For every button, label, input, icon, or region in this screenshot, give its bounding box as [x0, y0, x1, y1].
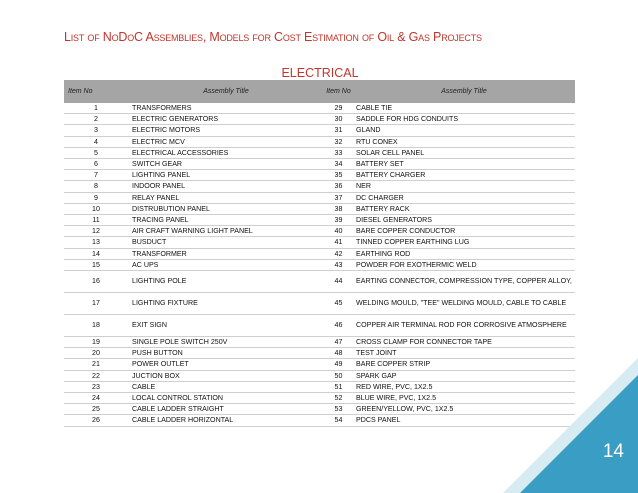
item-no-left-cell: 18 [64, 315, 128, 337]
item-no-right-cell: 50 [324, 370, 353, 381]
item-no-left-cell: 20 [64, 348, 128, 359]
item-no-right-cell: 31 [324, 125, 353, 136]
assembly-title-right-cell: EARTING CONNECTOR, COMPRESSION TYPE, COPPER ALLOY, [353, 271, 575, 293]
table-row [64, 315, 575, 337]
item-no-left-cell: 15 [64, 259, 128, 270]
item-no-right-cell: 36 [324, 181, 353, 192]
assembly-title-right-cell: BATTERY SET [353, 159, 575, 170]
item-no-right-cell: 34 [324, 159, 353, 170]
assembly-title-left-cell: ELECTRICAL ACCESSORIES [128, 147, 324, 158]
item-no-right-cell: 37 [324, 192, 353, 203]
section-title: ELECTRICAL [281, 66, 359, 80]
item-no-left-cell: 13 [64, 237, 128, 248]
table-row [64, 192, 575, 203]
item-no-right-cell: 45 [324, 293, 353, 315]
assembly-title-left-cell: JUCTION BOX [128, 370, 324, 381]
table-row [64, 237, 575, 248]
assembly-title-left-cell: ELECTRIC MOTORS [128, 125, 324, 136]
table-row [64, 359, 575, 370]
assembly-title-left-cell: CABLE LADDER HORIZONTAL [128, 415, 324, 426]
header-item-no-left: Item No [64, 80, 128, 103]
table-row [64, 348, 575, 359]
table-row [64, 271, 575, 293]
item-no-right-cell: 51 [324, 381, 353, 392]
header-item-no-right: Item No [324, 80, 353, 103]
item-no-right-cell: 42 [324, 248, 353, 259]
corner-decoration-blue [520, 375, 638, 493]
item-no-right-cell: 54 [324, 415, 353, 426]
assembly-title-right-cell: WELDING MOULD, "TEE" WELDING MOULD, CABLE TO CABLE [353, 293, 575, 315]
item-no-right-cell: 38 [324, 203, 353, 214]
page-number: 14 [602, 441, 624, 462]
item-no-left-cell: 4 [64, 136, 128, 147]
table-row [64, 125, 575, 136]
assembly-title-right-cell: GLAND [353, 125, 575, 136]
assembly-title-right-cell: CROSS CLAMP FOR CONNECTOR TAPE [353, 337, 575, 348]
assembly-title-left-cell: ELECTRIC GENERATORS [128, 114, 324, 125]
item-no-left-cell: 10 [64, 203, 128, 214]
item-no-right-cell: 53 [324, 404, 353, 415]
assembly-title-right-cell: BLUE WIRE, PVC, 1X2.5 [353, 393, 575, 404]
item-no-right-cell: 30 [324, 114, 353, 125]
assembly-title-right-cell: POWDER FOR EXOTHERMIC WELD [353, 259, 575, 270]
header-assembly-title-left: Assembly Title [128, 80, 324, 103]
item-no-left-cell: 17 [64, 293, 128, 315]
assembly-title-left-cell: POWER OUTLET [128, 359, 324, 370]
table-row [64, 248, 575, 259]
assembly-title-right-cell: GREEN/YELLOW, PVC, 1X2.5 [353, 404, 575, 415]
item-no-left-cell: 6 [64, 159, 128, 170]
item-no-left-cell: 3 [64, 125, 128, 136]
table-row [64, 337, 575, 348]
table-row [64, 181, 575, 192]
table-row [64, 259, 575, 270]
header-assembly-title-right: Assembly Title [353, 80, 575, 103]
assembly-title-left-cell: EXIT SIGN [128, 315, 324, 337]
assembly-title-left-cell: LIGHTING FIXTURE [128, 293, 324, 315]
item-no-right-cell: 40 [324, 226, 353, 237]
item-no-right-cell: 41 [324, 237, 353, 248]
item-no-right-cell: 48 [324, 348, 353, 359]
assembly-title-left-cell: RELAY PANEL [128, 192, 324, 203]
item-no-left-cell: 5 [64, 147, 128, 158]
assembly-title-left-cell: PUSH BUTTON [128, 348, 324, 359]
item-no-left-cell: 26 [64, 415, 128, 426]
assembly-title-right-cell: SADDLE FOR HDG CONDUITS [353, 114, 575, 125]
item-no-left-cell: 8 [64, 181, 128, 192]
assembly-title-left-cell: TRANSFORMERS [128, 103, 324, 114]
table-row [64, 203, 575, 214]
assembly-title-left-cell: LOCAL CONTROL STATION [128, 393, 324, 404]
assembly-title-right-cell: BARE COPPER STRIP [353, 359, 575, 370]
assembly-title-right-cell: CABLE TIE [353, 103, 575, 114]
item-no-right-cell: 43 [324, 259, 353, 270]
item-no-left-cell: 21 [64, 359, 128, 370]
table-row [64, 170, 575, 181]
item-no-left-cell: 9 [64, 192, 128, 203]
table-row [64, 147, 575, 158]
assemblies-table [64, 80, 575, 427]
item-no-right-cell: 39 [324, 215, 353, 226]
assembly-title-right-cell: BATTERY CHARGER [353, 170, 575, 181]
assembly-title-left-cell: AIR CRAFT WARNING LIGHT PANEL [128, 226, 324, 237]
item-no-left-cell: 25 [64, 404, 128, 415]
assembly-title-right-cell: DIESEL GENERATORS [353, 215, 575, 226]
item-no-left-cell: 11 [64, 215, 128, 226]
table-row [64, 381, 575, 392]
table-row [64, 114, 575, 125]
assembly-title-left-cell: DISTRUBUTION PANEL [128, 203, 324, 214]
assembly-title-left-cell: TRACING PANEL [128, 215, 324, 226]
item-no-right-cell: 32 [324, 136, 353, 147]
item-no-right-cell: 52 [324, 393, 353, 404]
assembly-title-right-cell: RTU CONEX [353, 136, 575, 147]
assembly-title-left-cell: CABLE LADDER STRAIGHT [128, 404, 324, 415]
assembly-title-left-cell: BUSDUCT [128, 237, 324, 248]
assembly-title-right-cell: EARTHING ROD [353, 248, 575, 259]
assembly-title-right-cell: RED WIRE, PVC, 1X2.5 [353, 381, 575, 392]
assembly-title-left-cell: TRANSFORMER [128, 248, 324, 259]
assembly-title-right-cell: SPARK GAP [353, 370, 575, 381]
item-no-right-cell: 44 [324, 271, 353, 293]
assembly-title-left-cell: SINGLE POLE SWITCH 250V [128, 337, 324, 348]
item-no-left-cell: 19 [64, 337, 128, 348]
assembly-title-right-cell: DC CHARGER [353, 192, 575, 203]
item-no-right-cell: 46 [324, 315, 353, 337]
item-no-left-cell: 2 [64, 114, 128, 125]
table-row [64, 293, 575, 315]
item-no-left-cell: 12 [64, 226, 128, 237]
table-row [64, 226, 575, 237]
item-no-right-cell: 47 [324, 337, 353, 348]
table-row [64, 415, 575, 426]
assembly-title-left-cell: LIGHTING PANEL [128, 170, 324, 181]
item-no-left-cell: 14 [64, 248, 128, 259]
assembly-title-right-cell: SOLAR CELL PANEL [353, 147, 575, 158]
assembly-title-left-cell: SWITCH GEAR [128, 159, 324, 170]
table-row [64, 215, 575, 226]
table-row [64, 159, 575, 170]
assembly-title-right-cell: TEST JOINT [353, 348, 575, 359]
item-no-left-cell: 23 [64, 381, 128, 392]
item-no-left-cell: 22 [64, 370, 128, 381]
assembly-title-right-cell: NER [353, 181, 575, 192]
table-row [64, 404, 575, 415]
item-no-right-cell: 49 [324, 359, 353, 370]
assembly-title-right-cell: TINNED COPPER EARTHING LUG [353, 237, 575, 248]
assembly-title-right-cell: COPPER AIR TERMINAL ROD FOR CORROSIVE ATMOSPHERE [353, 315, 575, 337]
item-no-left-cell: 7 [64, 170, 128, 181]
table-row [64, 136, 575, 147]
assembly-title-right-cell: BATTERY RACK [353, 203, 575, 214]
table-row [64, 393, 575, 404]
assembly-title-left-cell: AC UPS [128, 259, 324, 270]
assembly-title-right-cell: PDCS PANEL [353, 415, 575, 426]
item-no-left-cell: 24 [64, 393, 128, 404]
item-no-right-cell: 35 [324, 170, 353, 181]
table-header [64, 80, 575, 103]
header-row [64, 80, 575, 103]
assembly-title-left-cell: INDOOR PANEL [128, 181, 324, 192]
table-body [64, 103, 575, 426]
item-no-left-cell: 1 [64, 103, 128, 114]
item-no-right-cell: 29 [324, 103, 353, 114]
slide-title: List of NoDoC Assemblies, Models for Cost Estimation of Oil & Gas Projects [64, 30, 482, 44]
assembly-title-left-cell: CABLE [128, 381, 324, 392]
assembly-title-left-cell: ELECTRIC MCV [128, 136, 324, 147]
item-no-left-cell: 16 [64, 271, 128, 293]
item-no-right-cell: 33 [324, 147, 353, 158]
table-row [64, 370, 575, 381]
assembly-title-right-cell: BARE COPPER CONDUCTOR [353, 226, 575, 237]
table-row [64, 103, 575, 114]
assembly-title-left-cell: LIGHTING POLE [128, 271, 324, 293]
